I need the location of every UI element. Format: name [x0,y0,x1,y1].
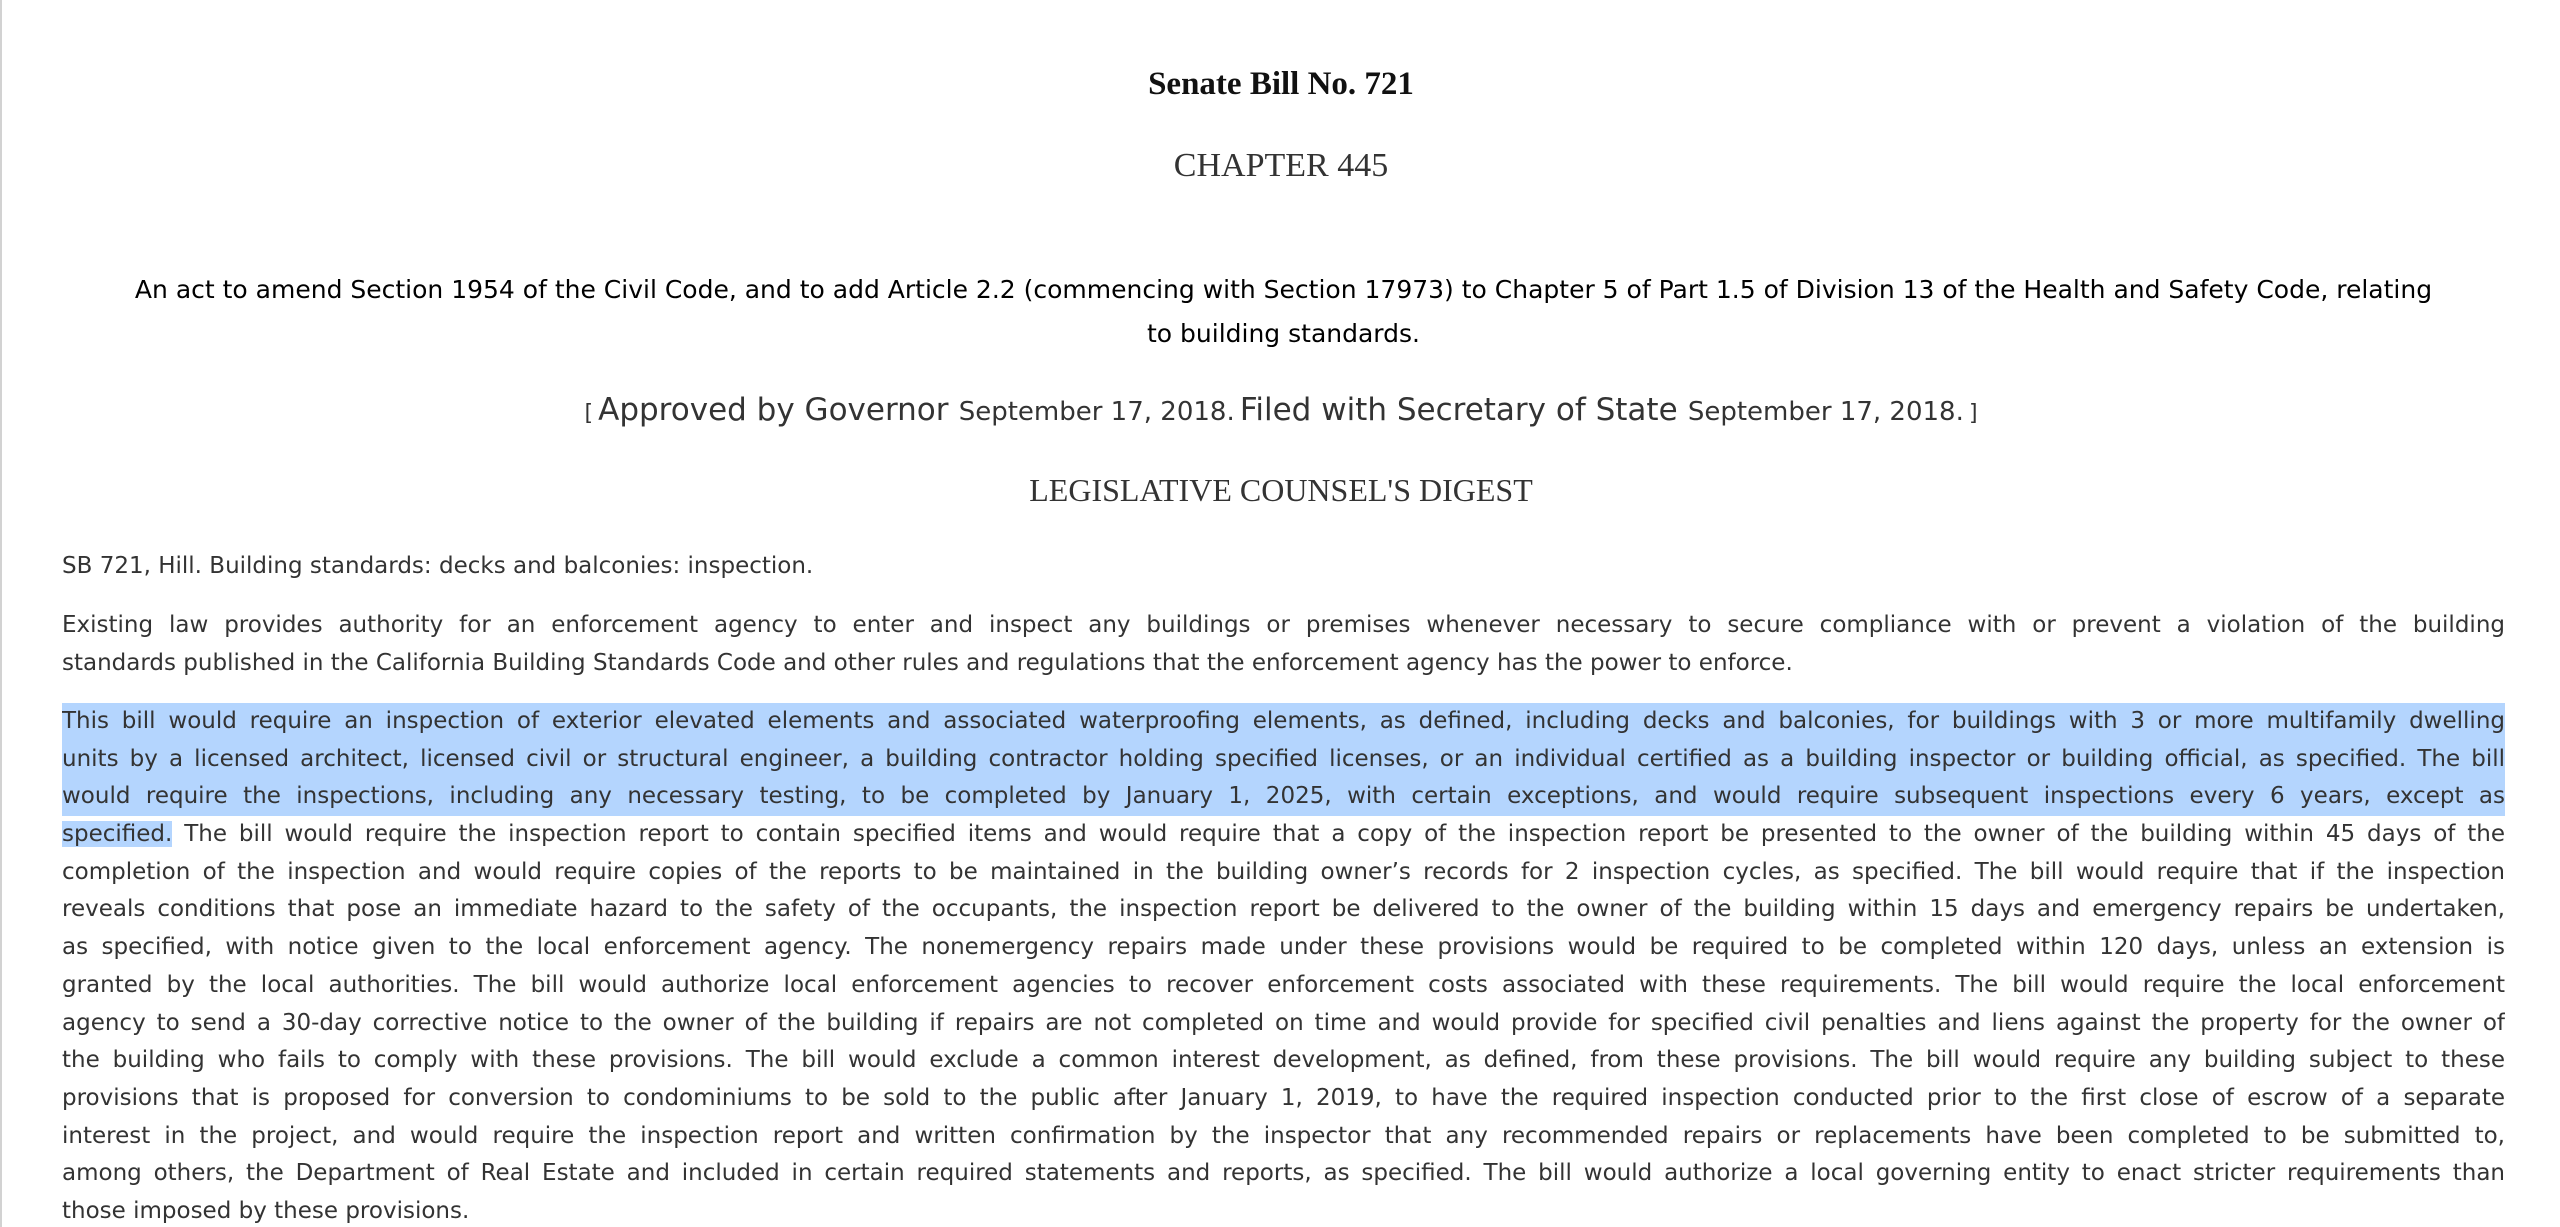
act-description [62,268,2505,356]
paragraph-line: completion of the inspection and would require copies of the reports to be maintained in the building owner’s records for 2 inspection cycles, as specified. The bill would require that if the inspection [62,858,2505,885]
summary-text: SB 721, Hill. Building standards: decks and balconies: inspection. [62,553,814,579]
approved-by-governor-label: Approved by Governor [598,392,949,428]
governor-approval-date: September 17, 2018. [958,397,1235,427]
paragraph-line: provisions that is proposed for conversion to condominiums to be sold to the public after January 1, 2019, to have the required inspection conducted prior to the first close of escrow of a separate [62,1084,2505,1111]
selected-text-line[interactable]: would require the inspections, including any necessary testing, to be completed by January 1, 2025, with certain exceptions, and would require subsequent inspections every 6 years, except as [62,778,2505,816]
paragraph-line: reveals conditions that pose an immediate hazard to the safety of the occupants, the inspection report be delivered to the owner of the building within 15 days and emergency repairs be undertaken, [62,896,2505,923]
paragraph-line-rest: The bill would require the inspection report to contain specified items and would require that a copy of the inspection report be presented to the owner of the building within 45 days of the [172,821,2505,848]
paragraph-line: as specified, with notice given to the local enforcement agency. The nonemergency repairs made under these provisions would be required to be completed within 120 days, unless an extension is [62,934,2505,961]
paragraph-line: among others, the Department of Real Estate and included in certain required statements and reports, as specified. The bill would authorize a local governing entity to enact stricter requirements than [62,1160,2505,1187]
selected-text-end[interactable]: specified. [62,821,173,848]
digest-title: LEGISLATIVE COUNSEL'S DIGEST [1029,472,1533,508]
paragraph-line [62,816,2505,854]
existing-law-paragraph [62,607,2505,682]
paragraph-line: interest in the project, and would require the inspection report and written confirmation by the inspector that any recommended repairs or replacements have been completed to be submitted to, [62,1122,2505,1149]
paragraph-line: agency to send a 30-day corrective notice to the owner of the building if repairs are not completed on time and would provide for specified civil penalties and liens against the property for the owner of [62,1009,2505,1036]
open-bracket: [ [584,401,594,426]
approval-line [2,388,2560,437]
paragraph-line: those imposed by these provisions. [62,1197,470,1224]
filed-with-secretary-label: Filed with Secretary of State [1239,392,1678,428]
selected-text-line[interactable]: units by a licensed architect, licensed civil or structural engineer, a building contractor holding specified licenses, or an individual certified as a building inspector or building official, as specified. The bill [62,741,2505,779]
act-line: to building standards. [1147,319,1420,348]
paragraph-line: standards published in the California Building Standards Code and other rules and regulations that the enforcement agency has the power to enforce. [62,649,1793,676]
bill-title: Senate Bill No. 721 [1148,66,1414,102]
paragraph-line: granted by the local authorities. The bill would authorize local enforcement agencies to recover enforcement costs associated with these requirements. The bill would require the local enforcement [62,971,2505,998]
chapter-number: CHAPTER 445 [1173,147,1389,184]
secretary-filing-date: September 17, 2018. [1687,397,1964,427]
close-bracket: ] [1968,401,1978,426]
selected-text-line[interactable]: This bill would require an inspection of exterior elevated elements and associated waterproofing elements, as defined, including decks and balconies, for buildings with 3 or more multifamily dwelling [62,703,2505,741]
bill-summary-line [62,548,2505,586]
paragraph-line: the building who fails to comply with these provisions. The bill would exclude a common interest development, as defined, from these provisions. The bill would require any building subject to these [62,1047,2505,1074]
act-line: An act to amend Section 1954 of the Civil Code, and to add Article 2.2 (commencing with Section 17973) to Chapter 5 of Part 1.5 of Division 13 of the Health and Safety Code, relating [134,275,2433,304]
paragraph-line: Existing law provides authority for an enforcement agency to enter and inspect any buildings or premises whenever necessary to secure compliance with or prevent a violation of the building [62,612,2505,638]
bill-digest-paragraph[interactable] [62,703,2505,1227]
